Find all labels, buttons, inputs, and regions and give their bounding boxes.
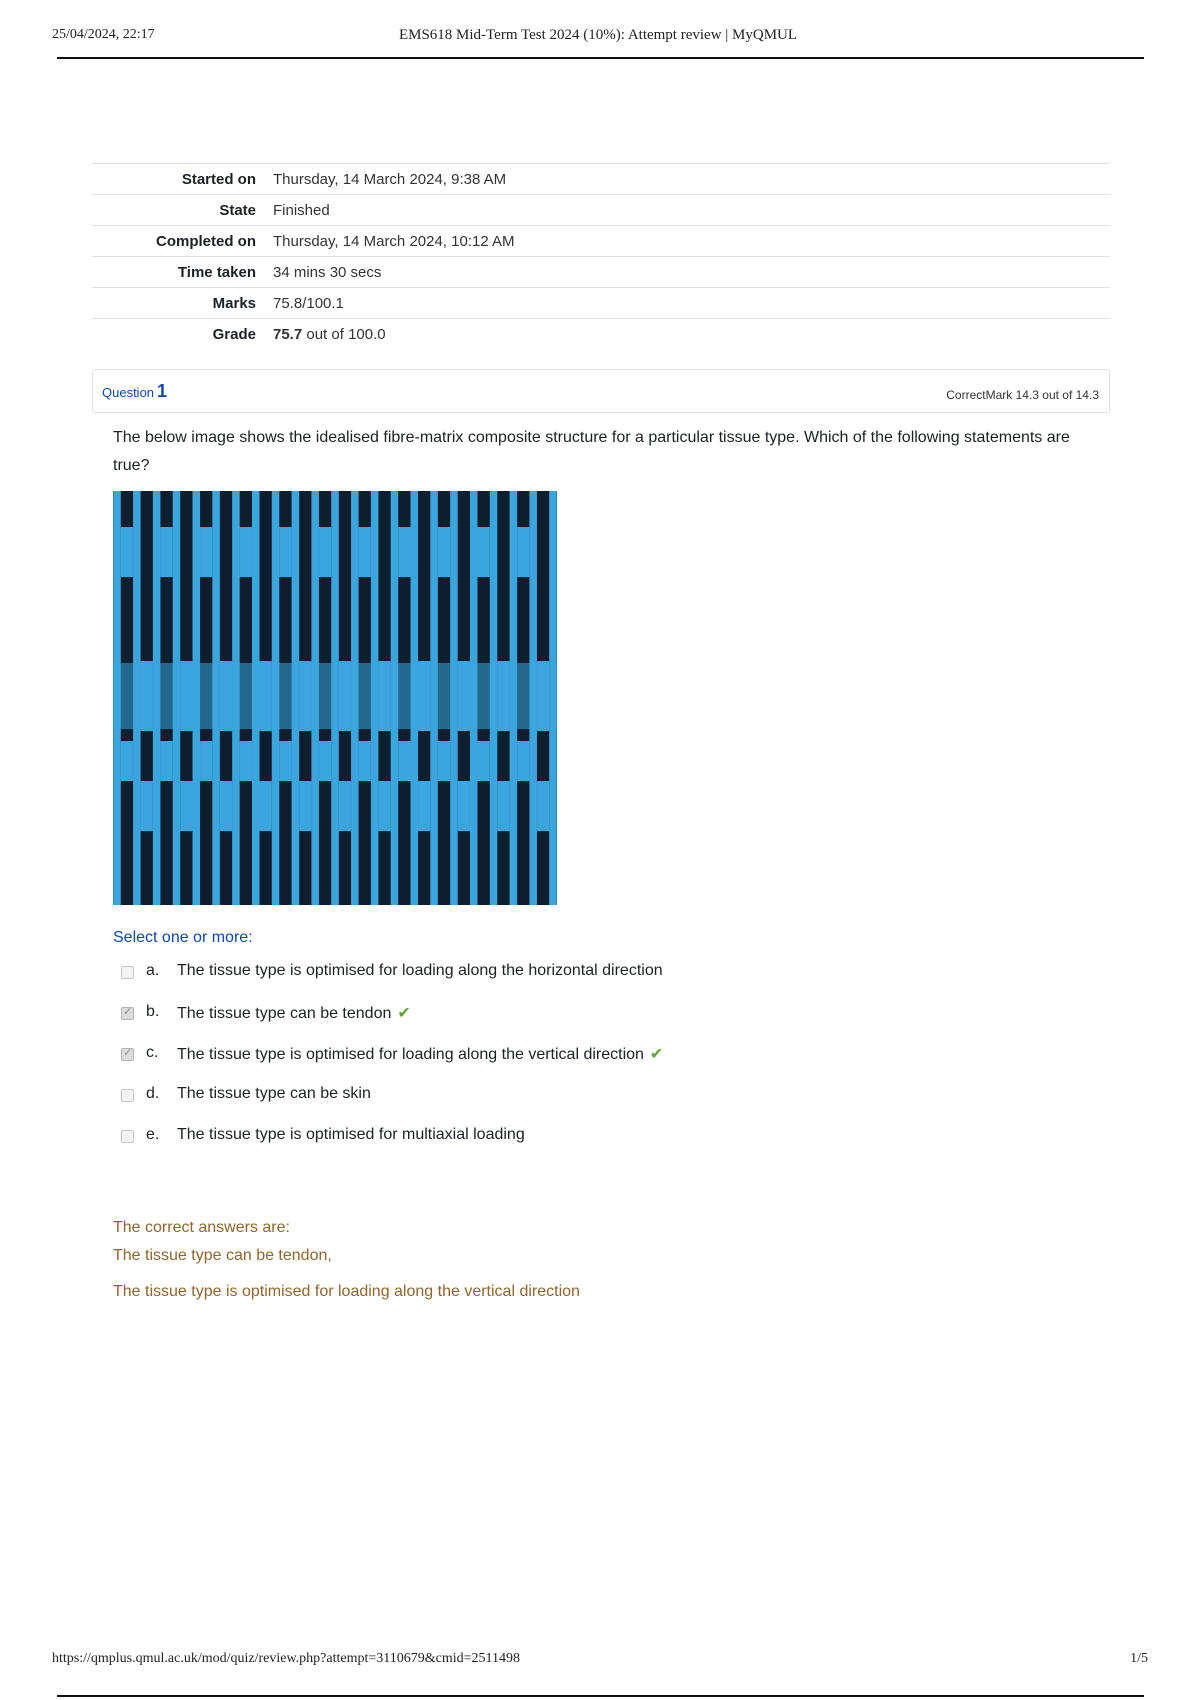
fibre-end-gap: [477, 527, 489, 577]
fibre-end-gap: [398, 741, 410, 781]
fibre-end-gap: [359, 741, 371, 781]
fibre-end-gap: [339, 781, 351, 831]
fibre-end-gap: [398, 527, 410, 577]
fibre-end-gap: [259, 781, 271, 831]
fibre-end-gap: [418, 781, 430, 831]
option-b[interactable]: [121, 1003, 1021, 1044]
feedback-answer: The tissue type is optimised for loading along the vertical direction: [113, 1283, 580, 1300]
summary-label: Completed on: [156, 232, 256, 250]
question-info-bar: [92, 369, 1110, 413]
summary-row-state: [92, 195, 1110, 226]
option-text-label: The tissue type is optimised for loading along the horizontal direction: [177, 962, 663, 979]
fibre-end-gap: [497, 781, 509, 831]
fibre-end-gap: [220, 781, 232, 831]
option-e-checkbox[interactable]: [121, 1130, 134, 1143]
question-text: The below image shows the idealised fibre-matrix composite structure for a particular tissue type. Which of the following statements are true?: [113, 429, 1070, 474]
option-text-label: The tissue type is optimised for loading along the vertical direction: [177, 1046, 644, 1063]
option-text: [177, 1003, 411, 1023]
feedback-heading: The correct answers are:: [113, 1219, 290, 1236]
summary-value: Finished: [273, 201, 330, 219]
summary-label: Time taken: [177, 263, 256, 281]
option-text-label: The tissue type is optimised for multiaxial loading: [177, 1126, 525, 1143]
fibre-end-gap: [200, 527, 212, 577]
option-a[interactable]: [121, 962, 1021, 1003]
grade-value: 75.7: [273, 325, 303, 343]
matrix-segments: [113, 491, 557, 905]
print-footer-url: https://qmplus.qmul.ac.uk/mod/quiz/review.php?attempt=3110679&cmid=2511498: [52, 1651, 521, 1666]
attempt-summary-table: [92, 163, 1110, 350]
question-status: CorrectMark 14.3 out of 14.3: [946, 388, 1099, 402]
fibre-end-gap: [121, 741, 133, 781]
summary-value: 34 mins 30 secs: [273, 263, 382, 281]
option-text-label: The tissue type can be skin: [177, 1085, 371, 1102]
print-page-number: 1/5: [1130, 1651, 1148, 1666]
fibre-end-gap: [359, 527, 371, 577]
fibre-end-gap: [378, 781, 390, 831]
fibre-end-gap: [477, 741, 489, 781]
fibre-end-gap: [160, 527, 172, 577]
summary-row-grade: [92, 319, 1110, 350]
question-label-text: Question: [102, 385, 155, 400]
fibre-end-gap: [141, 781, 153, 831]
fibre-matrix-image: [113, 491, 557, 905]
answer-prompt: Select one or more:: [113, 929, 253, 946]
fibre-end-gap: [537, 781, 549, 831]
option-text: [177, 1044, 663, 1064]
question-number: 1: [157, 381, 168, 401]
summary-label: State: [219, 201, 256, 219]
summary-value: Thursday, 14 March 2024, 10:12 AM: [273, 232, 515, 250]
fibre-end-gap: [438, 741, 450, 781]
fibre-end-gap: [180, 781, 192, 831]
summary-row-time-taken: [92, 257, 1110, 288]
correct-check-icon: ✔: [649, 1046, 664, 1063]
option-text: [177, 962, 663, 980]
fibre-end-gap: [438, 527, 450, 577]
matrix-band: [113, 663, 557, 729]
answer-options: [121, 962, 1021, 1167]
question-label: [102, 381, 167, 402]
print-title: EMS618 Mid-Term Test 2024 (10%): Attempt review | MyQMUL: [398, 27, 798, 43]
fibre-end-gap: [279, 741, 291, 781]
fibre-end-gap: [517, 741, 529, 781]
option-d[interactable]: [121, 1085, 1021, 1126]
option-letter: d.: [146, 1085, 160, 1102]
fibre-end-gap: [299, 781, 311, 831]
fibre-end-gap: [319, 527, 331, 577]
fibre-end-gap: [279, 527, 291, 577]
summary-value: 75.8/100.1: [273, 294, 344, 312]
option-c-checkbox[interactable]: [121, 1048, 134, 1061]
print-header: [52, 27, 1144, 57]
option-text: [177, 1085, 371, 1103]
summary-label: Started on: [181, 170, 256, 188]
summary-label: Grade: [212, 325, 256, 343]
fibre-end-gap: [121, 527, 133, 577]
fibre-end-gap: [240, 527, 252, 577]
summary-label: Marks: [212, 294, 256, 312]
option-d-checkbox[interactable]: [121, 1089, 134, 1102]
fibre-end-gap: [458, 781, 470, 831]
correct-check-icon: ✔: [397, 1005, 411, 1022]
option-letter: c.: [146, 1044, 159, 1061]
fibre-end-gap: [517, 527, 529, 577]
option-a-checkbox[interactable]: [121, 966, 134, 979]
grade-out-of: out of 100.0: [302, 325, 386, 343]
feedback-answer: The tissue type can be tendon,: [113, 1247, 332, 1264]
print-date: 25/04/2024, 22:17: [52, 27, 155, 42]
fibre-end-gap: [319, 741, 331, 781]
correct-answer-feedback: [113, 1219, 580, 1301]
option-c[interactable]: [121, 1044, 1021, 1085]
option-e[interactable]: [121, 1126, 1021, 1167]
option-letter: b.: [146, 1003, 160, 1020]
summary-value: [273, 319, 1110, 350]
option-letter: a.: [146, 962, 160, 979]
fibre-end-gap: [160, 741, 172, 781]
fibre-end-gap: [200, 741, 212, 781]
option-text-label: The tissue type can be tendon: [177, 1005, 392, 1022]
option-letter: e.: [146, 1126, 160, 1143]
summary-value: Thursday, 14 March 2024, 9:38 AM: [273, 170, 507, 188]
summary-row-started: [92, 164, 1110, 195]
option-b-checkbox[interactable]: [121, 1007, 134, 1020]
summary-row-marks: [92, 288, 1110, 319]
header-divider: [57, 57, 1144, 59]
fibre-end-gap: [240, 741, 252, 781]
option-text: [177, 1126, 525, 1144]
summary-row-completed: [92, 226, 1110, 257]
footer-divider: [57, 1695, 1144, 1697]
